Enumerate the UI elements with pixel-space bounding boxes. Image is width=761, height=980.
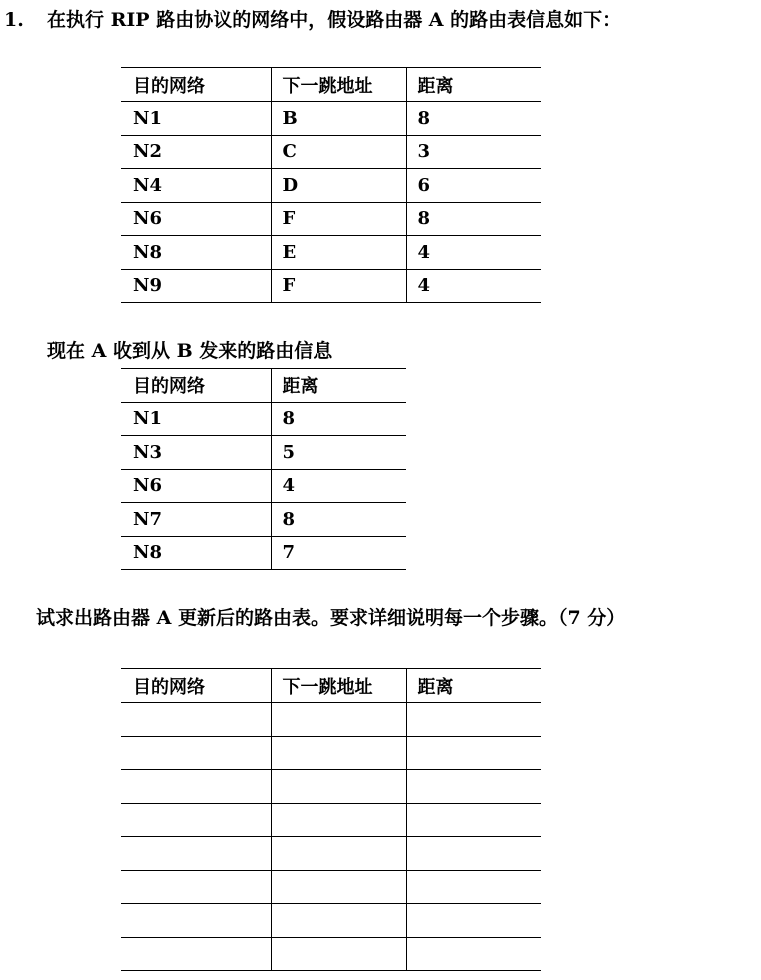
table-row [121, 536, 406, 570]
blank-cell [406, 736, 541, 770]
cell-distance: 8 [271, 503, 406, 537]
cell-distance: 4 [406, 236, 541, 270]
cell-distance: 8 [406, 202, 541, 236]
cell-next-hop: C [271, 135, 406, 169]
cell-next-hop: F [271, 202, 406, 236]
cell-distance: 4 [406, 269, 541, 303]
blank-cell [271, 904, 406, 938]
blank-cell [406, 870, 541, 904]
column-header-distance: 距离 [406, 68, 541, 102]
blank-cell [406, 703, 541, 737]
blank-cell [271, 837, 406, 871]
blank-cell [406, 937, 541, 971]
question-text: 在执行 RIP 路由协议的网络中，假设路由器 A 的路由表信息如下： [47, 9, 622, 31]
table-row [121, 169, 541, 203]
received-info-caption: 现在 A 收到从 B 发来的路由信息 [47, 340, 333, 362]
routing-table-from-b [121, 368, 406, 570]
cell-distance: 8 [271, 402, 406, 436]
cell-destination: N6 [121, 469, 271, 503]
table-row [121, 202, 541, 236]
blank-cell [271, 803, 406, 837]
blank-cell [121, 770, 271, 804]
blank-cell [406, 837, 541, 871]
table-row [121, 870, 541, 904]
blank-cell [121, 803, 271, 837]
cell-destination: N1 [121, 402, 271, 436]
blank-cell [121, 736, 271, 770]
column-header-destination: 目的网络 [121, 669, 271, 703]
cell-next-hop: D [271, 169, 406, 203]
cell-next-hop: E [271, 236, 406, 270]
table-row [121, 135, 541, 169]
table-row [121, 904, 541, 938]
table-row [121, 469, 406, 503]
routing-table-a [121, 67, 541, 303]
table-row [121, 236, 541, 270]
table-row [121, 503, 406, 537]
cell-destination: N8 [121, 236, 271, 270]
blank-cell [271, 736, 406, 770]
table-row [121, 770, 541, 804]
blank-cell [121, 904, 271, 938]
column-header-destination: 目的网络 [121, 68, 271, 102]
table-row [121, 837, 541, 871]
task-statement: 试求出路由器 A 更新后的路由表。要求详细说明每一个步骤。（7 分） [36, 607, 626, 629]
table-row [121, 703, 541, 737]
table-row [121, 269, 541, 303]
cell-next-hop: B [271, 102, 406, 136]
blank-cell [271, 870, 406, 904]
column-header-destination: 目的网络 [121, 369, 271, 403]
blank-cell [406, 770, 541, 804]
blank-cell [121, 703, 271, 737]
cell-distance: 8 [406, 102, 541, 136]
cell-destination: N4 [121, 169, 271, 203]
column-header-distance: 距离 [271, 369, 406, 403]
column-header-next-hop: 下一跳地址 [271, 669, 406, 703]
cell-distance: 6 [406, 169, 541, 203]
cell-destination: N7 [121, 503, 271, 537]
blank-cell [121, 937, 271, 971]
blank-cell [406, 904, 541, 938]
table-row [121, 102, 541, 136]
cell-distance: 3 [406, 135, 541, 169]
table-row [121, 436, 406, 470]
table-header-row [121, 369, 406, 403]
question-heading [0, 6, 761, 34]
cell-distance: 7 [271, 536, 406, 570]
question-number: 1. [4, 9, 24, 31]
blank-cell [406, 803, 541, 837]
blank-cell [271, 703, 406, 737]
cell-destination: N6 [121, 202, 271, 236]
table-header-row [121, 669, 541, 703]
cell-distance: 5 [271, 436, 406, 470]
table-row [121, 937, 541, 971]
blank-cell [271, 937, 406, 971]
cell-destination: N8 [121, 536, 271, 570]
blank-cell [121, 870, 271, 904]
table-row [121, 402, 406, 436]
table-header-row [121, 68, 541, 102]
cell-distance: 4 [271, 469, 406, 503]
cell-destination: N1 [121, 102, 271, 136]
table-row [121, 736, 541, 770]
table-row [121, 803, 541, 837]
blank-cell [121, 837, 271, 871]
cell-destination: N9 [121, 269, 271, 303]
column-header-next-hop: 下一跳地址 [271, 68, 406, 102]
cell-destination: N3 [121, 436, 271, 470]
cell-next-hop: F [271, 269, 406, 303]
column-header-distance: 距离 [406, 669, 541, 703]
answer-routing-table [121, 668, 541, 971]
blank-cell [271, 770, 406, 804]
cell-destination: N2 [121, 135, 271, 169]
